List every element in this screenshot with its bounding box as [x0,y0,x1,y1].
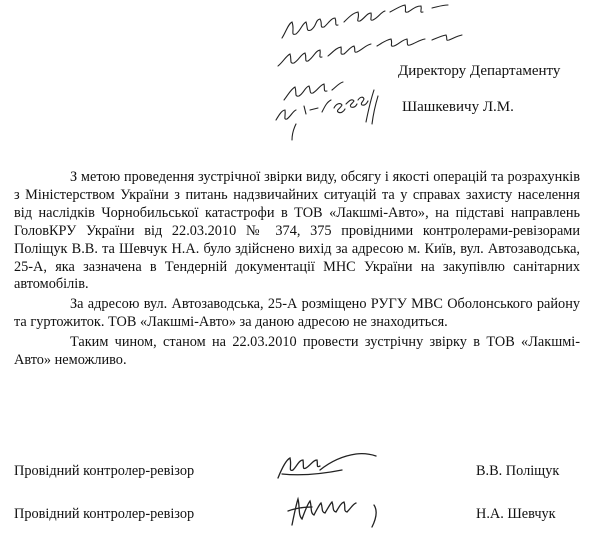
signer-2-name: Н.А. Шевчук [476,506,556,522]
paragraph-1: З метою проведення зустрічної звірки виду, обсягу і якості операцій та розрахунків з Міністерством України з питань надзвичайних ситуацій та у справах захисту населення від наслідків Чорнобильської катастрофи в ТОВ «Лакшмі-Авто», на підставі направлень ГоловКРУ України від 22.03.2010 № 374, 375 провідними контролерами-ревізорами Поліщук В.В. та Шевчук Н.А. було здійснено вихід за адресою м. Київ, вул. Автозаводська, 25-А, яка зазначена в Тендерній документації МНС України на закупівлю санітарних автомобілів. [14,169,580,293]
paragraph-3: Таким чином, станом на 22.03.2010 провести зустрічну звірку в ТОВ «Лакшмі-Авто» неможливо. [14,334,580,369]
signature-2-mark [284,491,404,533]
addressee-position: Директору Департаменту [398,63,561,79]
letter-body [14,169,580,370]
signature-1-mark [272,448,392,486]
signer-1-name: В.В. Поліщук [476,463,560,479]
signer-2-title: Провідний контролер-ревізор [14,506,195,522]
addressee-name: Шашкевичу Л.М. [402,99,514,115]
paragraph-2: За адресою вул. Автозаводська, 25-А розміщено РУГУ МВС Оболонського району та гуртожиток. ТОВ «Лакшмі-Авто» за даною адресою не знаходиться. [14,296,580,331]
signer-1-title: Провідний контролер-ревізор [14,463,195,479]
